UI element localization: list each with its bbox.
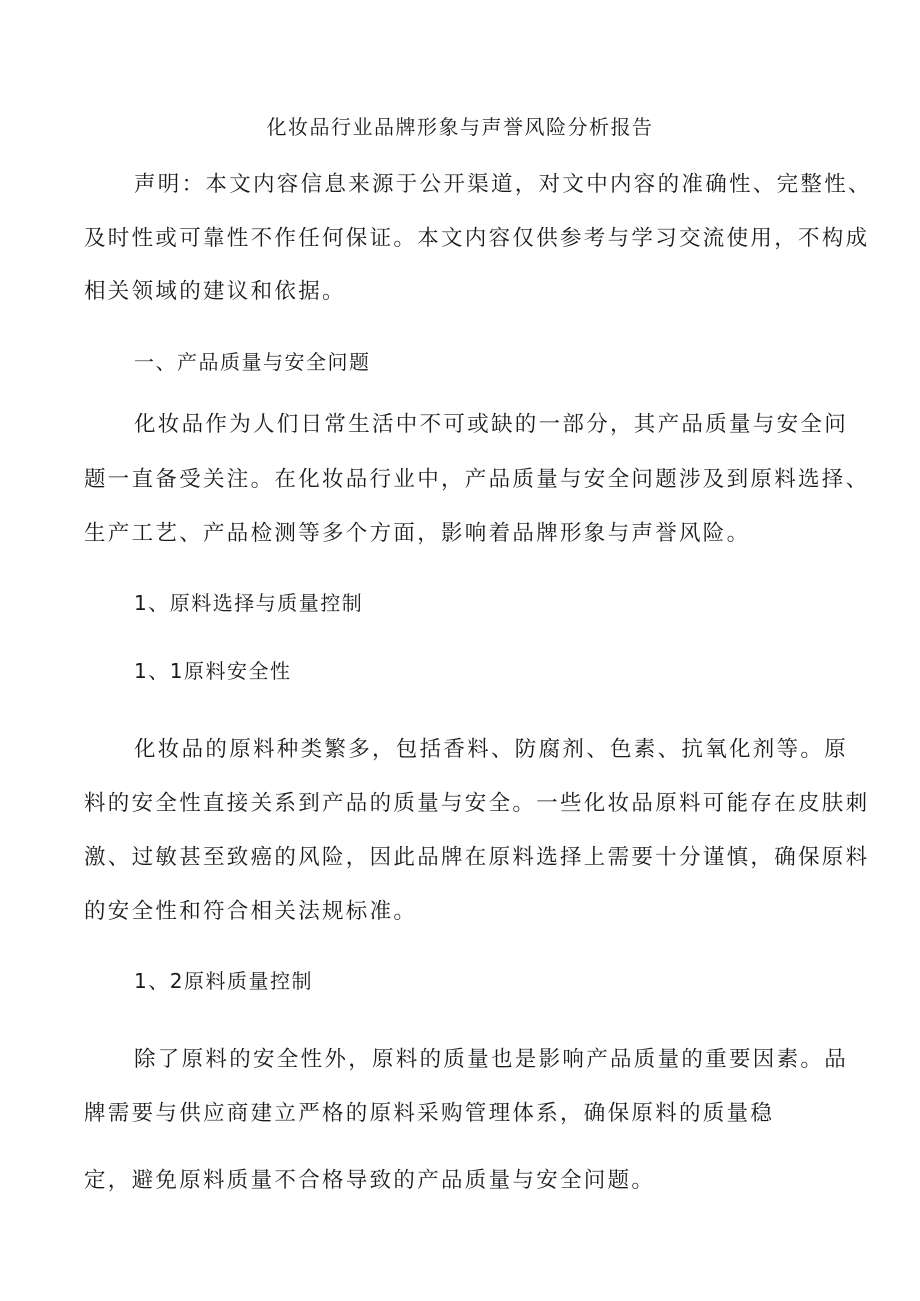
section-1-para-line-2: 题一直备受关注。在化妆品行业中，产品质量与安全问题涉及到原料选择、 (84, 467, 870, 492)
subsection-1-1-heading: 1、1原料安全性 (134, 659, 292, 683)
subsection-1-1-para-line-2: 料的安全性直接关系到产品的质量与安全。一些化妆品原料可能存在皮肤刺 (84, 791, 870, 816)
disclaimer-line-3: 相关领域的建议和依据。 (84, 279, 346, 304)
disclaimer-line-2: 及时性或可靠性不作任何保证。本文内容仅供参考与学习交流使用，不构成 (84, 226, 870, 251)
section-1-heading: 一、产品质量与安全问题 (134, 350, 371, 374)
subsection-1-2-heading: 1、2原料质量控制 (134, 969, 313, 993)
subsection-1-1-para-line-1: 化妆品的原料种类繁多，包括香料、防腐剂、色素、抗氧化剂等。原 (134, 737, 849, 762)
disclaimer-line-1: 声明：本文内容信息来源于公开渠道，对文中内容的准确性、完整性、 (134, 172, 872, 197)
subsection-1-2-para-line-1: 除了原料的安全性外，原料的质量也是影响产品质量的重要因素。品 (134, 1047, 849, 1072)
document-title: 化妆品行业品牌形象与声誉风险分析报告 (266, 115, 654, 139)
subsection-1-heading: 1、原料选择与质量控制 (134, 591, 364, 615)
subsection-1-2-para-line-3: 定，避免原料质量不合格导致的产品质量与安全问题。 (84, 1168, 656, 1193)
subsection-1-1-para-line-4: 的安全性和符合相关法规标准。 (84, 899, 418, 924)
section-1-para-line-1: 化妆品作为人们日常生活中不可或缺的一部分，其产品质量与安全问 (134, 412, 849, 437)
subsection-1-1-para-line-3: 激、过敏甚至致癌的风险，因此品牌在原料选择上需要十分谨慎，确保原料 (84, 845, 870, 870)
subsection-1-2-para-line-2: 牌需要与供应商建立严格的原料采购管理体系，确保原料的质量稳 (84, 1101, 775, 1126)
section-1-para-line-3: 生产工艺、产品检测等多个方面，影响着品牌形象与声誉风险。 (84, 521, 751, 546)
